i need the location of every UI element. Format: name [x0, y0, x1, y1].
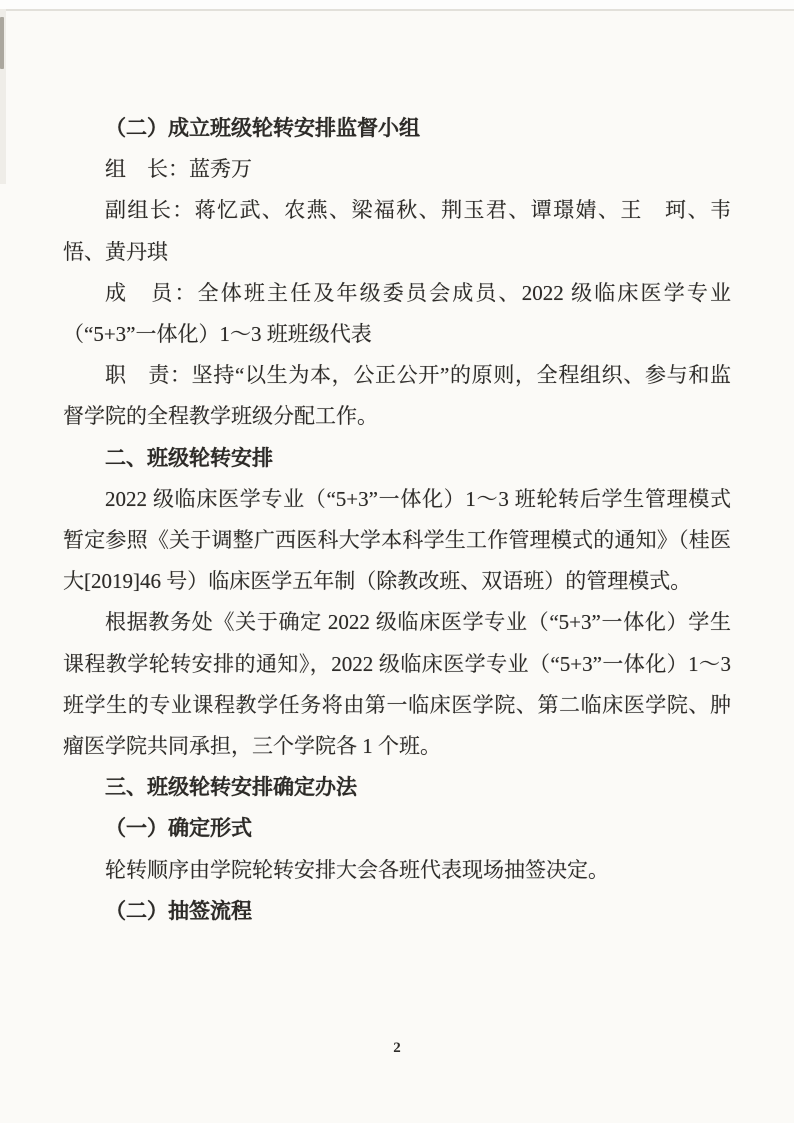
para-teaching-assignment: 根据教务处《关于确定 2022 级临床医学专业（“5+3”一体化）学生课程教学轮转安排的通知》，2022 级临床医学专业（“5+3”一体化）1～3 班学生的专业课程教学任务将由第一临床医学院、第二临床医学院、肿瘤医学院共同承担，三个学院各 1 个班。	[63, 610, 731, 759]
line-deputy-leaders: 副组长：蒋忆武、农燕、梁福秋、荆玉君、谭璟婧、王 珂、韦 悟、黄丹琪	[63, 198, 752, 264]
line-group-leader: 组 长：蓝秀万	[105, 157, 252, 182]
heading-part-3-determination-method: 三、班级轮转安排确定办法	[105, 776, 357, 800]
line-duties: 职 责：坚持“以生为本，公正公开”的原则，全程组织、参与和监督学院的全程教学班级分配工作。	[63, 363, 731, 429]
heading-sub-2-drawing-process: （二）抽签流程	[105, 898, 252, 923]
heading-part-2-rotation-arrangement: 二、班级轮转安排	[105, 446, 273, 470]
scan-edge-top	[0, 0, 794, 11]
scan-artifact-mark	[0, 17, 4, 69]
heading-section-2-supervision-group: （二）成立班级轮转安排监督小组	[105, 116, 420, 140]
para-drawing-decision: 轮转顺序由学院轮转安排大会各班代表现场抽签决定。	[105, 857, 609, 882]
document-page-body	[63, 108, 752, 932]
page-number: 2	[393, 1040, 401, 1056]
para-management-mode: 2022 级临床医学专业（“5+3”一体化）1～3 班轮转后学生管理模式暂定参照《关于调整广西医科大学本科学生工作管理模式的通知》（桂医大[2019]46 号）临床医学五年制（除教改班、双语班）的管理模式。	[63, 486, 731, 594]
heading-sub-1-determination-form: （一）确定形式	[105, 816, 252, 841]
line-members: 成 员：全体班主任及年级委员会成员、2022 级临床医学专业（“5+3”一体化）1～3 班班级代表	[63, 280, 731, 347]
